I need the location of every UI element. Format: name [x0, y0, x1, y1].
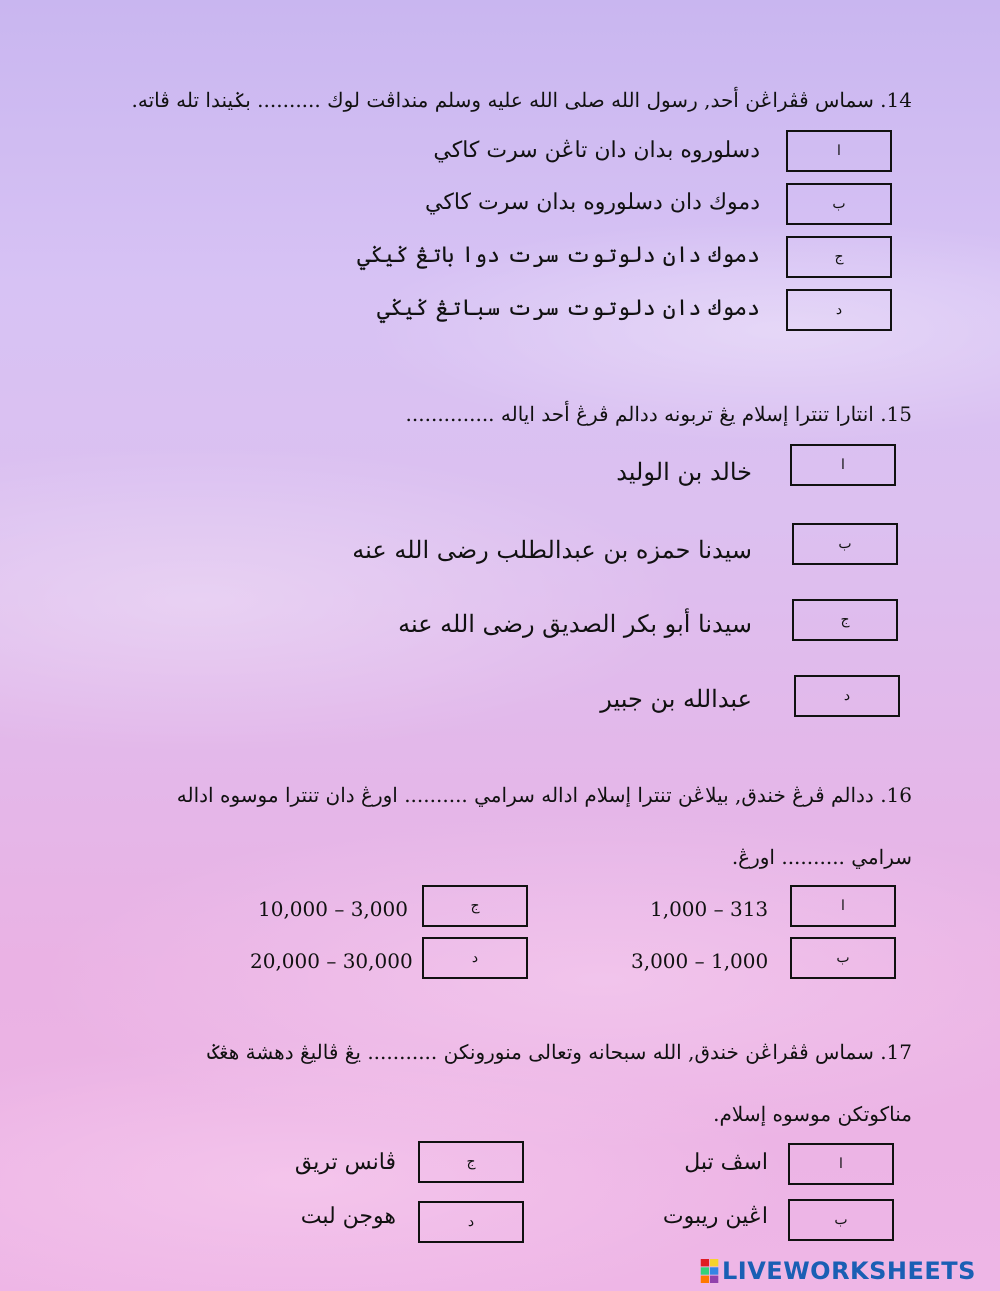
q15-option-a-box[interactable]: [790, 444, 896, 486]
q14-option-a-letter: ا: [837, 143, 841, 159]
question-15-text: 15. انتارا تنترا إسلام يڠ تربونه ددالم ڤرڠ أحد اياله ..............: [405, 402, 912, 426]
q14-option-b-letter: ب: [832, 196, 846, 212]
q15-option-c-letter: ج: [840, 612, 850, 628]
q16-option-c-letter: ج: [470, 898, 480, 914]
q16-option-b-box[interactable]: [790, 937, 896, 979]
q15-option-d-box[interactable]: [794, 675, 900, 717]
q14-option-d-text: دموك دان دلوتوت سرت سباتڠ ݢيݢي: [376, 296, 760, 321]
q14-option-b-text: دموك دان دسلوروه بدان سرت كاكي: [425, 190, 760, 215]
q17-option-b-text: اڠين ريبوت: [662, 1204, 768, 1229]
q14-option-c-box[interactable]: [786, 236, 892, 278]
q15-option-b-letter: ب: [838, 536, 852, 552]
question-17-line-2: مناكوتكن موسوه إسلام.: [713, 1102, 912, 1126]
q17-option-b-letter: ب: [834, 1212, 848, 1228]
liveworksheets-brand-text: LIVEWORKSHEETS: [722, 1257, 976, 1285]
question-14-text: 14. سماس ڤڤراڠن أحد, رسول الله صلى الله عليه وسلم منداڤت لوك .......... بݢيندا تله ڤاته.: [131, 88, 912, 112]
q15-option-a-text: خالد بن الوليد: [616, 458, 752, 486]
q17-option-d-letter: د: [467, 1214, 475, 1230]
liveworksheets-logo: [700, 1256, 976, 1286]
q15-option-d-text: عبدالله بن جبير: [600, 685, 752, 713]
q17-option-a-letter: ا: [839, 1156, 843, 1172]
q16-option-d-text: 20,000 – 30,000: [250, 949, 413, 973]
q14-option-d-box[interactable]: [786, 289, 892, 331]
q17-option-b-box[interactable]: [788, 1199, 894, 1241]
q15-option-b-text: سيدنا حمزه بن عبدالطلب رضى الله عنه: [352, 536, 752, 564]
q17-option-a-text: اسڤ تبل: [684, 1150, 768, 1175]
q16-option-a-letter: ا: [841, 898, 845, 914]
q17-option-c-box[interactable]: [418, 1141, 524, 1183]
q15-option-c-text: سيدنا أبو بكر الصديق رضى الله عنه: [398, 610, 752, 638]
q16-option-a-text: 1,000 – 313: [650, 897, 769, 921]
q15-option-a-letter: ا: [841, 457, 845, 473]
question-16-line-2: سرامي .......... اورڠ.: [731, 845, 912, 869]
q16-option-a-box[interactable]: [790, 885, 896, 927]
question-16-line-1: 16. ددالم ڤرڠ خندق, بيلاڠن تنترا إسلام اداله سرامي .......... اورڠ دان تنترا موسوه اداله: [176, 783, 912, 807]
q14-option-b-box[interactable]: [786, 183, 892, 225]
q14-option-a-text: دسلوروه بدان دان تاڠن سرت كاكي: [433, 138, 760, 163]
q14-option-c-letter: ج: [834, 249, 844, 265]
q17-option-c-text: ڤانس تريق: [294, 1150, 396, 1175]
liveworksheets-logo-icon: [700, 1259, 720, 1283]
q16-option-d-box[interactable]: [422, 937, 528, 979]
q16-option-c-text: 10,000 – 3,000: [258, 897, 408, 921]
q14-option-a-box[interactable]: [786, 130, 892, 172]
q17-option-d-box[interactable]: [418, 1201, 524, 1243]
q17-option-a-box[interactable]: [788, 1143, 894, 1185]
question-17-line-1: 17. سماس ڤڤراڠن خندق, الله سبحانه وتعالى منورونكن ........... يڠ ڤاليڠ دهشة هڠݢ: [207, 1040, 912, 1064]
q14-option-d-letter: د: [835, 302, 843, 318]
q15-option-b-box[interactable]: [792, 523, 898, 565]
q14-option-c-text: دموك دان دلوتوت سرت دوا باتڠ ݢيݢي: [357, 243, 760, 268]
q16-option-b-letter: ب: [836, 950, 850, 966]
q17-option-c-letter: ج: [466, 1154, 476, 1170]
q16-option-b-text: 3,000 – 1,000: [631, 949, 769, 973]
q15-option-d-letter: د: [843, 688, 851, 704]
q17-option-d-text: هوجن لبت: [300, 1204, 396, 1229]
q15-option-c-box[interactable]: [792, 599, 898, 641]
q16-option-d-letter: د: [471, 950, 479, 966]
q16-option-c-box[interactable]: [422, 885, 528, 927]
